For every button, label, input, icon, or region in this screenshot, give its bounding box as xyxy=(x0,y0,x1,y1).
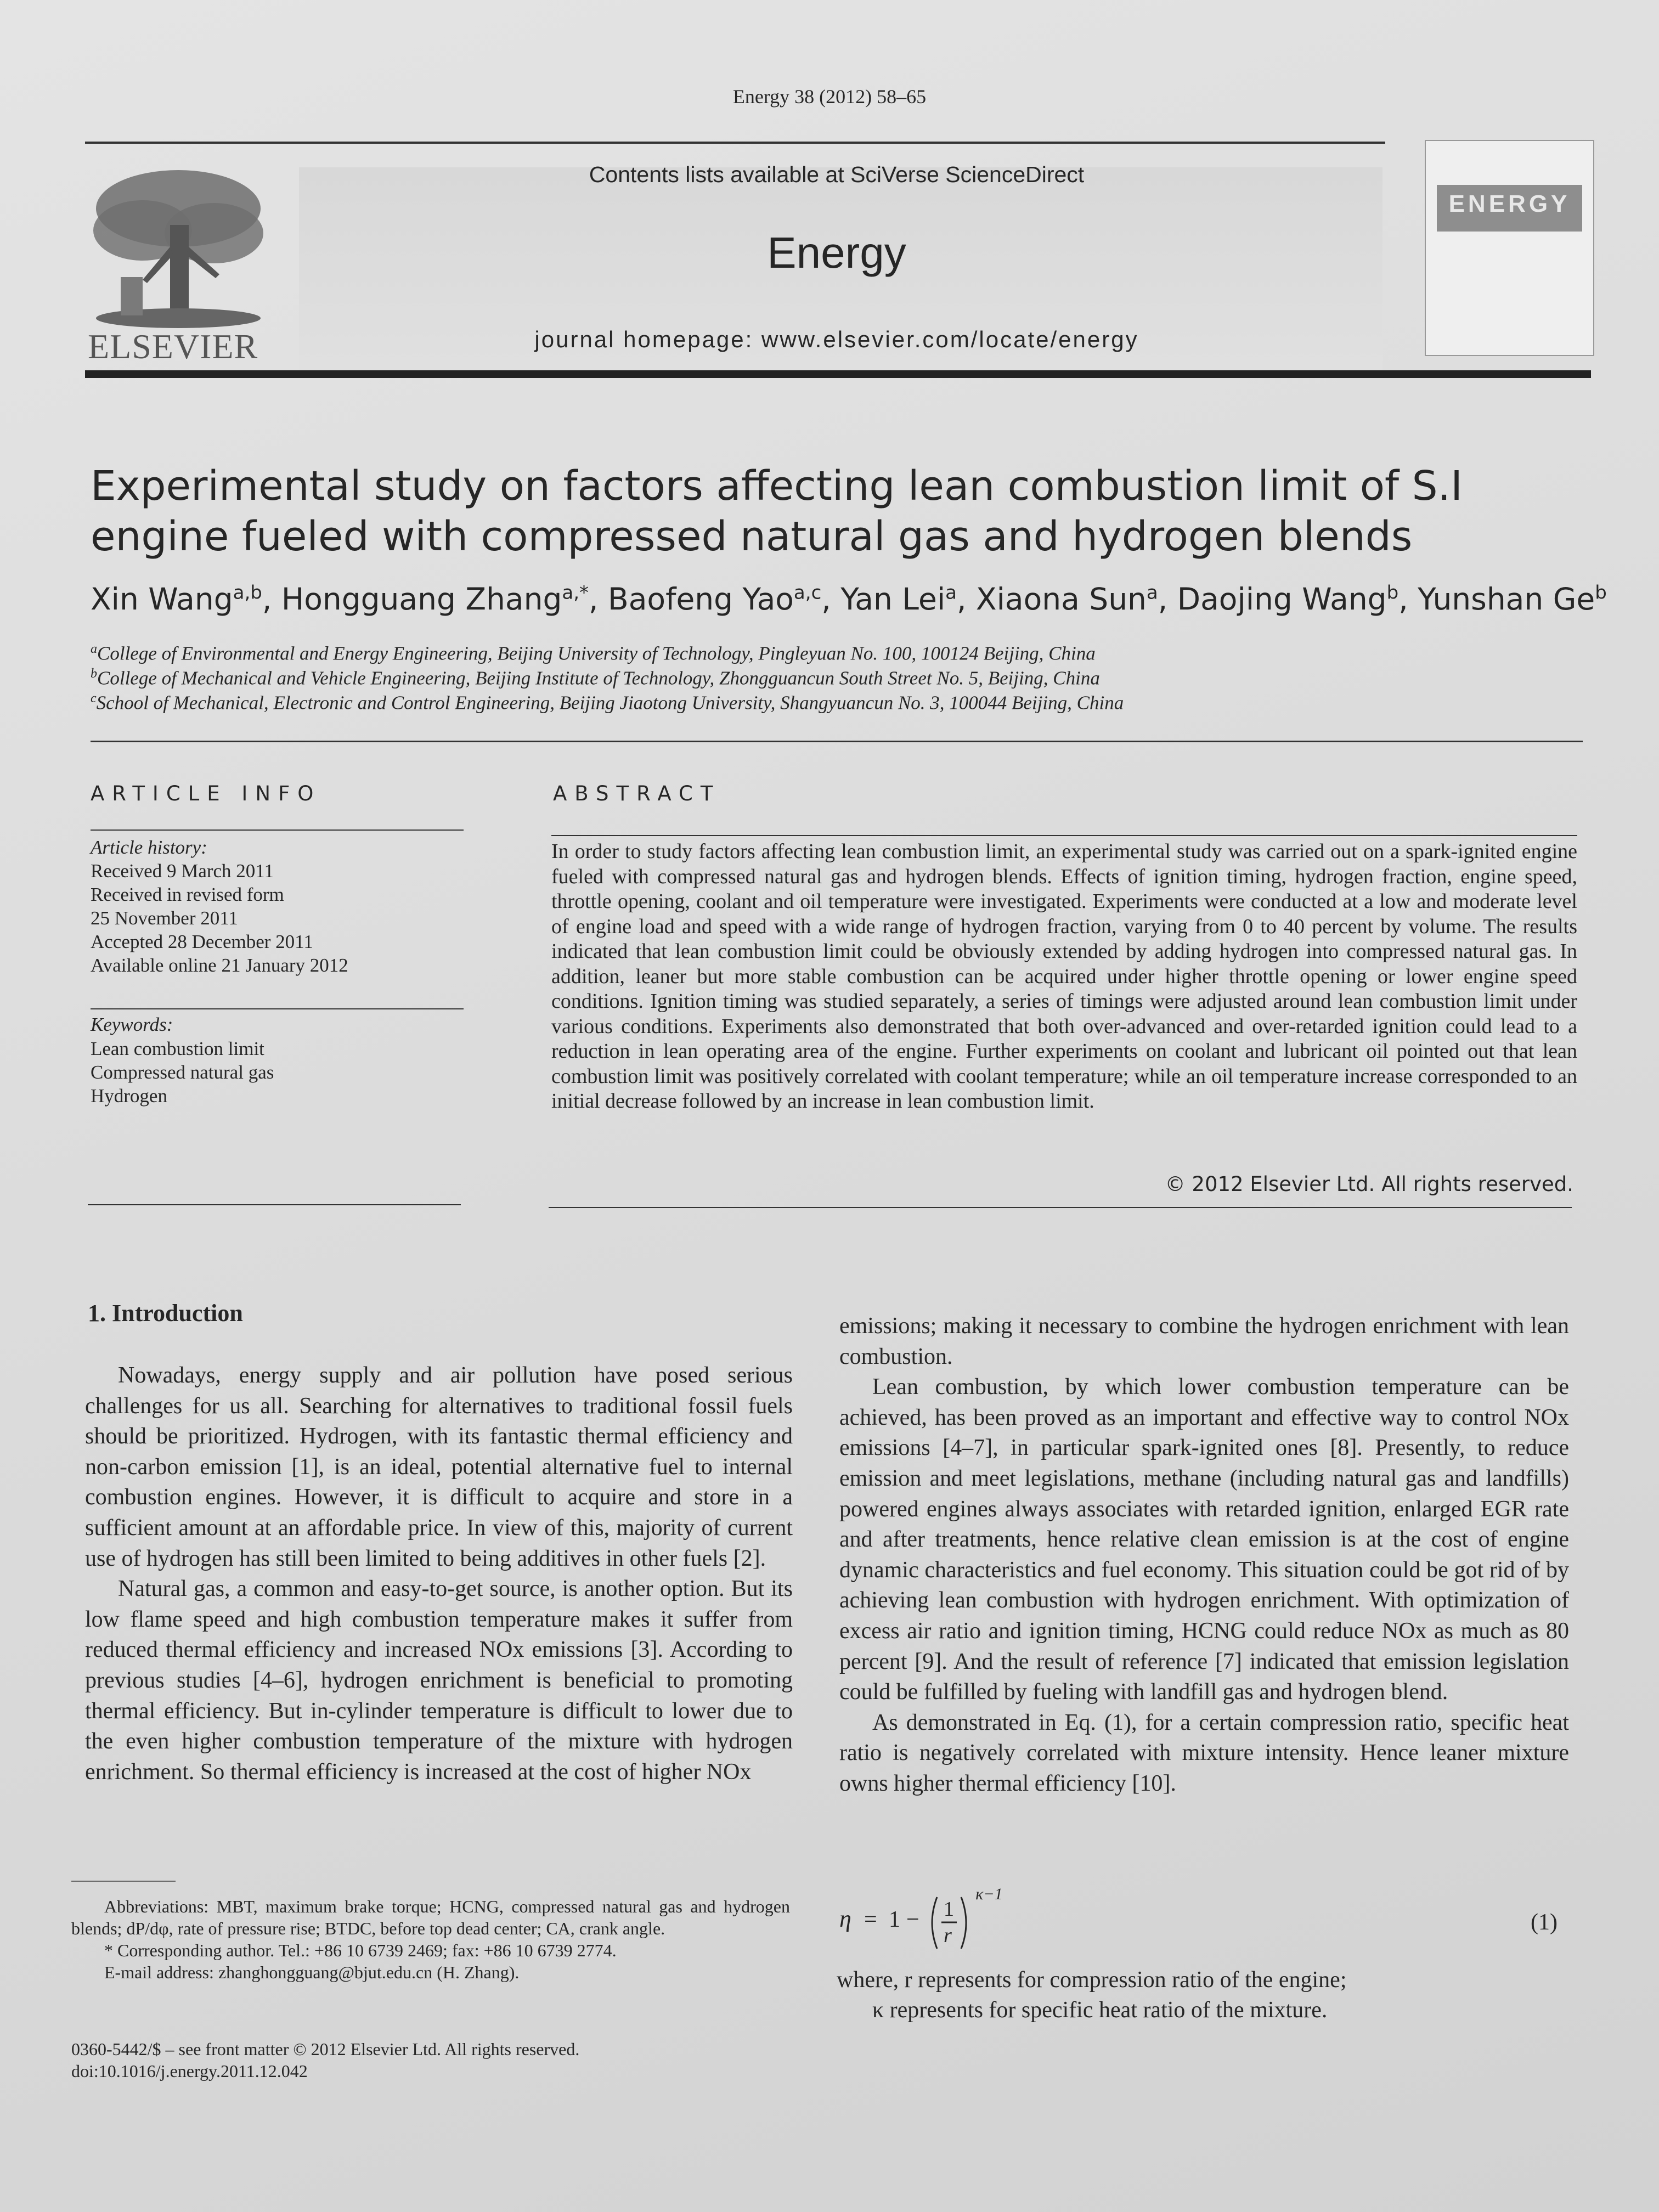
footnote-corresponding: * Corresponding author. Tel.: +86 10 6739 2469; fax: +86 10 6739 2774. xyxy=(104,1940,617,1960)
eq-one: 1 xyxy=(889,1907,900,1932)
paragraph: As demonstrated in Eq. (1), for a certain compression ratio, specific heat ratio is negatively correlated with mixture intensity. Hence leaner mixture owns higher thermal efficiency [10]. xyxy=(839,1709,1569,1796)
journal-homepage-link[interactable]: journal homepage: www.elsevier.com/locate/energy xyxy=(534,326,1139,352)
history-label: Article history: xyxy=(91,837,207,858)
history-item: Accepted 28 December 2011 xyxy=(91,931,313,952)
top-rule xyxy=(85,142,1385,144)
author-name: Baofeng Yao xyxy=(608,582,794,617)
equation-number: (1) xyxy=(1531,1910,1558,1935)
article-info-heading: ARTICLE INFO xyxy=(91,782,321,805)
contents-line: Contents lists available at SciVerse ScienceDirect xyxy=(589,162,1085,187)
info-rule-3 xyxy=(88,1204,461,1205)
affiliation-mark: b xyxy=(91,667,97,681)
paragraph: Natural gas, a common and easy-to-get source, is another option. But its low flame speed and high combustion temperature makes it suffer from reduced thermal efficiency and increased NOx emissions [3]. According to previous studies [4–6], hydrogen enrichment is beneficial to promoting thermal efficiency. But in-cylinder temperature is difficult to lower due to the even higher combustion temperature of the mixture with hydrogen enrichment. So thermal efficiency is increased at the cost of higher NOx xyxy=(85,1576,793,1785)
footnote-email: E-mail address: zhanghongguang@bjut.edu.cn (H. Zhang). xyxy=(104,1962,520,1982)
equation-1 xyxy=(839,1887,1569,1959)
eq-numerator: 1 xyxy=(944,1898,954,1921)
affiliation-rule xyxy=(91,741,1583,742)
author-name: Hongguang Zhang xyxy=(281,582,562,617)
paragraph: emissions; making it necessary to combine the hydrogen enrichment with lean combustion. xyxy=(839,1313,1569,1369)
footnote-rule xyxy=(71,1881,176,1882)
author-name: Yan Lei xyxy=(840,582,946,617)
equation-where-line-2: κ represents for specific heat ratio of the mixture. xyxy=(872,1997,1328,2023)
affiliation-mark: c xyxy=(91,691,97,706)
author-affiliation-mark: a,* xyxy=(562,582,589,604)
body-column-left xyxy=(85,1361,793,1787)
front-matter-issn: 0360-5442/$ – see front matter © 2012 Elsevier Ltd. All rights reserved. xyxy=(71,2039,580,2059)
info-rule-1 xyxy=(91,830,464,831)
body-column-right xyxy=(839,1311,1569,1799)
footnotes xyxy=(71,1895,790,1983)
keywords-label: Keywords: xyxy=(91,1014,173,1035)
author-list: Xin Wang$^{a,b}$, Hongguang Zhang$^{a,*}$, Baofeng Yao$^{a,c}$, Yan Lei$^a$, Xiaona Sun$^a$, Daojing Wang$^b$, Yunshan Ge$^b$ xyxy=(91,582,1607,617)
equation-where-line-1: where, r represents for compression ratio of the engine; xyxy=(837,1967,1347,1993)
article-title: Experimental study on factors affecting lean combustion limit of S.I engine fueled with compressed natural gas and hydrogen blends xyxy=(91,462,1463,560)
keyword-item: Hydrogen xyxy=(91,1085,167,1107)
affiliation-text: College of Mechanical and Vehicle Engineering, Beijing Institute of Technology, Zhongguancun South Street No. 5, Beijing, China xyxy=(97,667,1100,689)
journal-name: Energy xyxy=(767,228,906,277)
history-item: Received in revised form xyxy=(91,884,284,905)
abstract-copyright: © 2012 Elsevier Ltd. All rights reserved. xyxy=(1165,1172,1573,1196)
affiliation-line xyxy=(91,691,1124,714)
affiliation-line xyxy=(91,642,1096,665)
eq-denominator: r xyxy=(944,1924,952,1947)
abstract-heading: ABSTRACT xyxy=(553,782,721,805)
author-name: Xiaona Sun xyxy=(975,582,1147,617)
keyword-item: Lean combustion limit xyxy=(91,1038,264,1059)
cover-title: ENERGY xyxy=(1448,190,1571,217)
author-affiliation-mark: b xyxy=(1386,582,1399,604)
abstract-rule-top xyxy=(551,835,1577,836)
abstract-text: In order to study factors affecting lean combustion limit, an experimental study was carried out on a spark-ignited engine fueled with compressed natural gas and hydrogen blends. Effects of ignition timing, hydrogen fraction, engine speed, throttle opening, coolant and oil temperature were investigated. Experiments were conducted at a low and moderate level of engine load and speed with a wide range of hydrogen fraction, varying from 0 to 40 percent by volume. The results indicated that lean combustion limit could be obviously extended by adding hydrogen into compressed natural gas. In addition, leaner but more stable combustion can be acquired under higher throttle opening or lower engine speed conditions. Ignition timing was studied separately, a series of timings were adjusted around lean combustion limit under various conditions. Experiments also demonstrated that both over-advanced and over-retarded ignition could lead to a reduction in lean operating area of the engine. Further experiments on coolant and lubricant oil pointed out that lean combustion limit was positively correlated with coolant temperature; while an oil temperature increase corresponded to an initial decrease followed by an increase in lean combustion limit. xyxy=(551,840,1577,1113)
author-affiliation-mark: a xyxy=(1146,582,1158,604)
history-item: Available online 21 January 2012 xyxy=(91,955,348,976)
abstract-rule-bottom xyxy=(549,1207,1572,1208)
journal-reference: Energy 38 (2012) 58–65 xyxy=(732,86,927,108)
author-name: Xin Wang xyxy=(91,582,233,617)
doi-link[interactable]: doi:10.1016/j.energy.2011.12.042 xyxy=(71,2061,308,2081)
eq-eta: η xyxy=(839,1905,851,1932)
header-thick-rule xyxy=(85,370,1591,378)
author-affiliation-mark: b xyxy=(1595,582,1607,604)
keyword-item: Compressed natural gas xyxy=(91,1062,274,1083)
info-rule-2 xyxy=(91,1008,464,1009)
history-item: 25 November 2011 xyxy=(91,907,238,929)
author-name: Yunshan Ge xyxy=(1418,582,1595,617)
footnote-abbreviations: Abbreviations: MBT, maximum brake torque; HCNG, compressed natural gas and hydrogen blends; dP/dφ, rate of pressure rise; BTDC, before top dead center; CA, crank angle. xyxy=(71,1897,790,1938)
author-affiliation-mark: a xyxy=(945,582,957,604)
affiliation-text: College of Environmental and Energy Engineering, Beijing University of Technology, Pingleyuan No. 100, 100124 Beijing, China xyxy=(97,642,1096,664)
front-matter xyxy=(71,2038,579,2082)
journal-cover-thumbnail xyxy=(1425,140,1594,356)
history-item: Received 9 March 2011 xyxy=(91,860,274,882)
affiliation-line xyxy=(91,667,1100,690)
section-heading-introduction: 1. Introduction xyxy=(88,1300,243,1327)
publisher-name: ELSEVIER xyxy=(88,327,258,366)
paragraph: Lean combustion, by which lower combustion temperature can be achieved, has been proved as an important and effective way to control NOx emissions [4–7], in particular spark-ignited ones [8]. Presently, to reduce emission and meet legislations, methane (including natural gas and landfills) powered engines always associates with retarded ignition, enlarged EGR rate and after treatments, hence relative clean emission is at the cost of engine dynamic characteristics and fuel economy. This situation could be got rid of by achieving lean combustion with hydrogen enrichment. With optimization of excess air ratio and ignition timing, HCNG could reduce NOx as much as 80 percent [9]. And the result of reference [7] indicated that emission legislation could be fulfilled by fueling with landfill gas and hydrogen blend. xyxy=(839,1374,1569,1705)
eq-minus: − xyxy=(906,1907,919,1932)
author-affiliation-mark: a,b xyxy=(233,582,262,604)
affiliation-text: School of Mechanical, Electronic and Control Engineering, Beijing Jiaotong University, Shangyuancun No. 3, 100044 Beijing, China xyxy=(96,692,1124,714)
eq-equals: = xyxy=(864,1907,877,1932)
eq-exponent: κ−1 xyxy=(975,1887,1003,1903)
affiliation-mark: a xyxy=(91,642,97,656)
author-affiliation-mark: a,c xyxy=(793,582,822,604)
paragraph: Nowadays, energy supply and air pollution have posed serious challenges for us all. Searching for alternatives to traditional fossil fuels should be prioritized. Hydrogen, with its fantastic thermal efficiency and non-carbon emission [1], is an ideal, potential alternative fuel to internal combustion engines. However, it is difficult to acquire and store in a sufficient amount at an affordable price. In view of this, majority of current use of hydrogen has still been limited to being additives in other fuels [2]. xyxy=(85,1363,793,1571)
author-name: Daojing Wang xyxy=(1177,582,1387,617)
